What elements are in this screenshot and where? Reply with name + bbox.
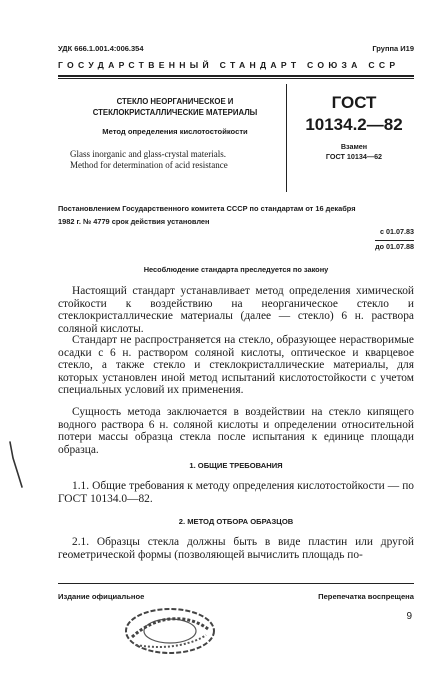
replaces-block bbox=[300, 142, 408, 162]
reprint-prohibited-label: Перепечатка воспрещена bbox=[318, 592, 414, 601]
replaces-label: Взамен bbox=[340, 142, 368, 151]
decree-line-2: 1982 г. № 4779 срок действия установлен bbox=[58, 216, 210, 226]
english-title-line-1: Glass inorganic and glass-crystal materials. bbox=[70, 149, 227, 159]
intro-paragraph-essence: Сущность метода заключается в воздействии на стекло кипящего водного раствора 6 н. соляной кислоты и определении относительной потери массы образца стекла после испытания к единице площади образца. bbox=[58, 406, 414, 456]
section-1-text: 1.1. Общие требования к методу определения кислотостойкости — по ГОСТ 10134.0—82. bbox=[58, 480, 414, 505]
document-title bbox=[70, 96, 280, 118]
section-1-heading: 1. ОБЩИЕ ТРЕБОВАНИЯ bbox=[189, 461, 283, 470]
section-2-heading: 2. МЕТОД ОТБОРА ОБРАЗЦОВ bbox=[178, 517, 294, 526]
title-line-1: СТЕКЛО НЕОРГАНИЧЕСКОЕ И bbox=[116, 97, 234, 106]
validity-dates bbox=[375, 226, 414, 254]
date-from: с 01.07.83 bbox=[375, 226, 414, 241]
header-rule-thick bbox=[58, 75, 414, 77]
decree-text bbox=[58, 203, 414, 228]
intro-paragraph-exclusions: Стандарт не распространяется на стекло, образующее нерастворимые осадки с 6 н. раствором соляной кислоты, оптическое и кварцевое стекло, а также стекло и стеклокристаллические материалы, для которых установлен иной метод испытаний кислотостойкости с учетом специальных условий их применения. bbox=[58, 334, 414, 397]
method-subtitle: Метод определения кислотостойкости bbox=[102, 127, 248, 136]
official-edition-label: Издание официальное bbox=[58, 592, 145, 601]
library-stamp-seal bbox=[120, 601, 220, 661]
date-to: до 01.07.88 bbox=[375, 241, 414, 251]
gost-number: 10134.2—82 bbox=[305, 115, 403, 134]
title-divider bbox=[286, 84, 287, 192]
decree-line-1: Постановлением Государственного комитета СССР по стандартам от 16 декабря bbox=[58, 204, 356, 213]
page-number: 9 bbox=[406, 611, 412, 622]
gost-designation bbox=[300, 92, 408, 136]
gov-standard-banner: ГОСУДАРСТВЕННЫЙ СТАНДАРТ СОЮЗА ССР bbox=[58, 60, 400, 70]
footer-rule bbox=[58, 583, 414, 584]
english-title bbox=[70, 149, 285, 170]
legal-notice: Несоблюдение стандарта преследуется по закону bbox=[143, 265, 329, 274]
english-title-line-2: Method for determination of acid resistance bbox=[70, 159, 228, 170]
replaces-value: ГОСТ 10134—62 bbox=[325, 152, 383, 161]
intro-paragraph-scope: Настоящий стандарт устанавливает метод определения химической стойкости к воздействию на неорганическое стекло и стеклокристаллические материалы (далее — стекло) 6 н. раствора соляной кислоты. bbox=[58, 285, 414, 335]
section-2-text: 2.1. Образцы стекла должны быть в виде пластин или другой геометрической формы (позволяющей вычислить площадь по- bbox=[58, 536, 414, 561]
header-rule-thin bbox=[58, 78, 414, 79]
title-line-2: СТЕКЛОКРИСТАЛЛИЧЕСКИЕ МАТЕРИАЛЫ bbox=[92, 108, 258, 117]
gost-label: ГОСТ bbox=[331, 93, 377, 112]
margin-pen-mark bbox=[6, 440, 26, 490]
group-code: Группа И19 bbox=[372, 44, 414, 53]
udk-code: УДК 666.1.001.4:006.354 bbox=[58, 44, 144, 53]
